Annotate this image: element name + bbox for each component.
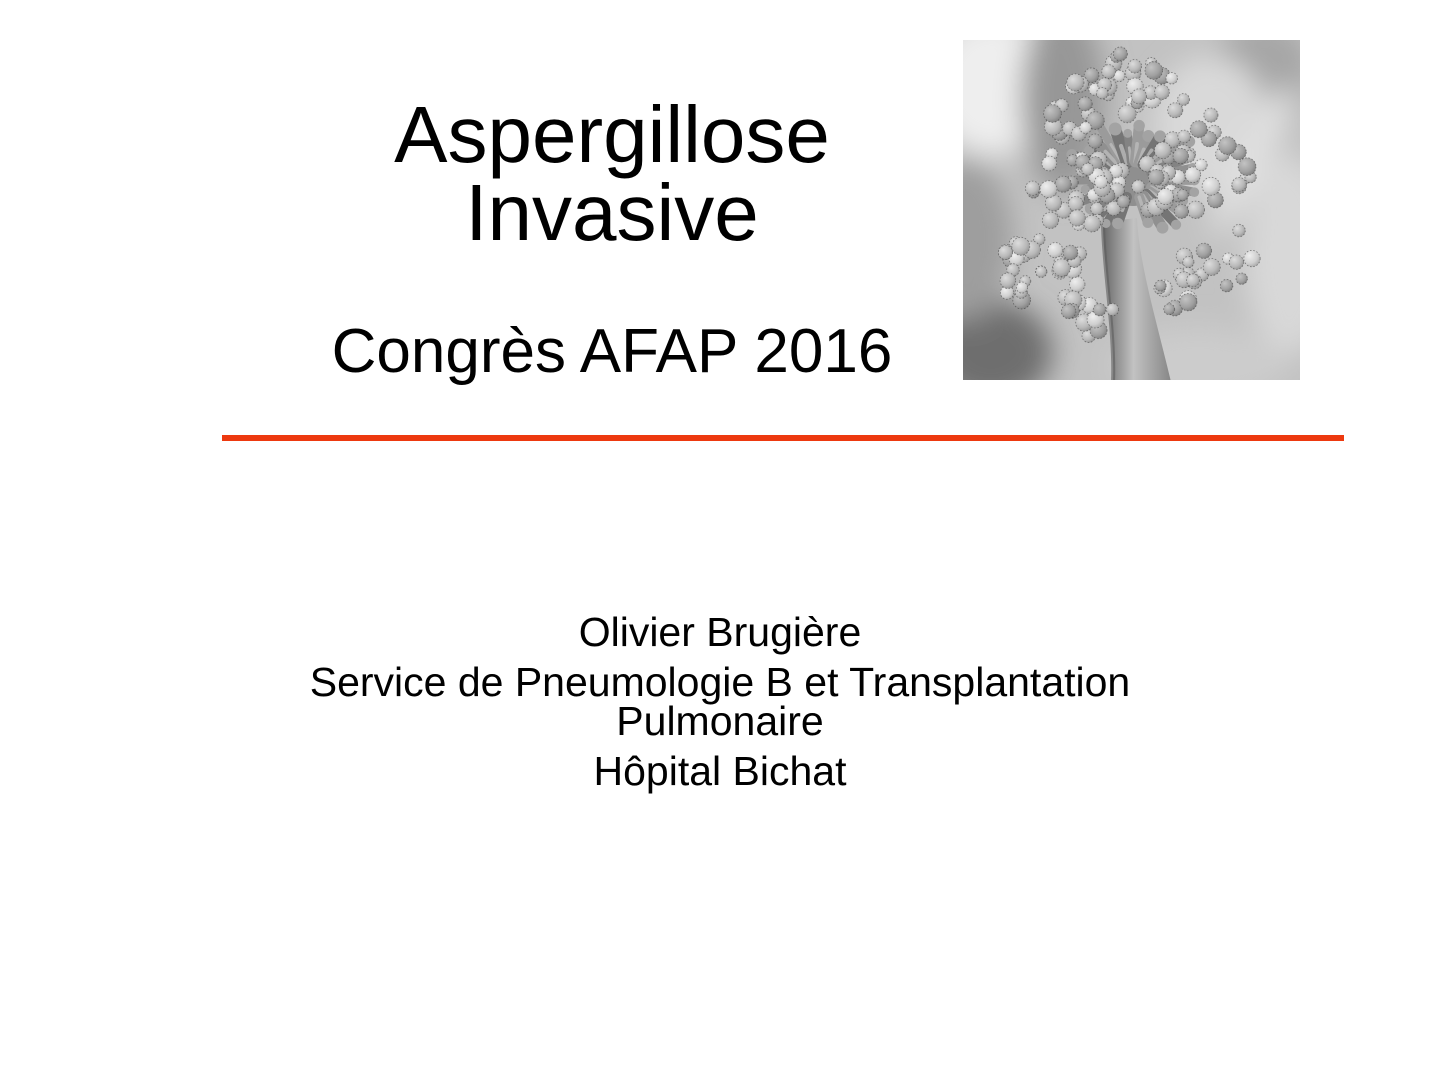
- subtitle: Congrès AFAP 2016: [331, 317, 893, 386]
- author-hospital: Hôpital Bichat: [593, 748, 847, 794]
- accent-divider-rule: [222, 435, 1344, 441]
- author-affiliation: Service de Pneumologie B et Transplantation Pulmonaire: [309, 659, 1131, 744]
- author-name: Olivier Brugière: [578, 609, 862, 655]
- title-line-2: Invasive: [465, 168, 759, 257]
- title-line-1: Aspergillose: [394, 90, 830, 179]
- aspergillus-sem-drawing: [963, 40, 1300, 380]
- author-block: [280, 609, 1160, 802]
- aspergillus-sem-image: [963, 40, 1300, 380]
